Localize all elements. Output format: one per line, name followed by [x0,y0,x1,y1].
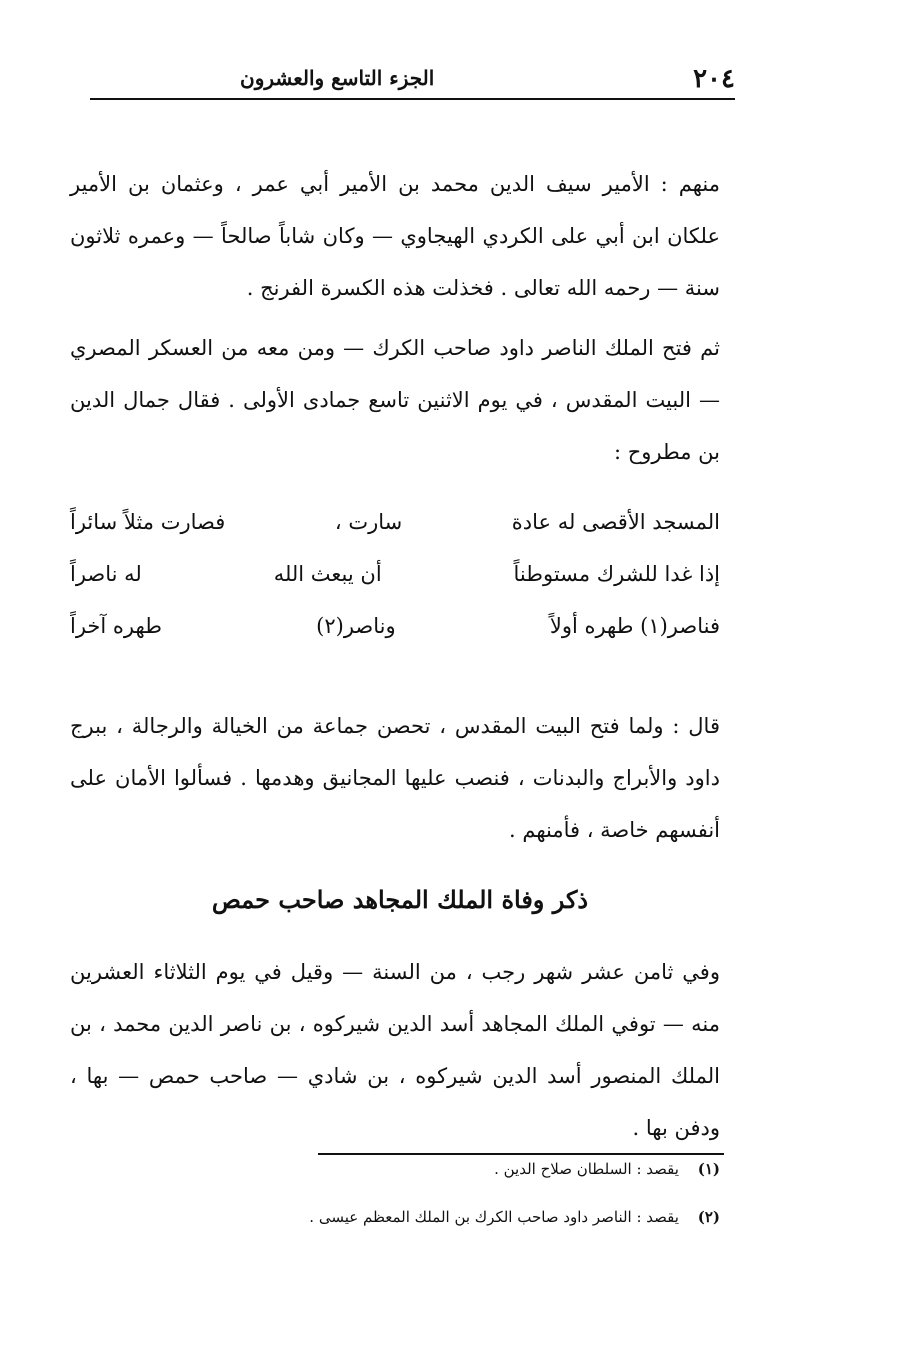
page-number: ٢٠٤ [693,64,735,94]
verse-line [70,548,720,600]
verse-middle-part: أن يبعث الله [273,562,382,586]
footnote-marker: (١) [697,1160,720,1178]
verse-right-part: إذا غدا للشرك مستوطناً [513,562,720,586]
paragraph-3: قال : ولما فتح البيت المقدس ، تحصن جماعة من الخيالة والرجالة ، ببرج داود والأبراج والبدنات ، فنصب عليها المجانيق وهدمها . فسألوا الأمان على أنفسهم خاصة ، فأمنهم . [70,714,720,842]
poem-verses [70,496,720,652]
footnote-marker: (٢) [697,1208,720,1226]
paragraph-4: وفي ثامن عشر شهر رجب ، من السنة — وقيل في يوم الثلاثاء العشرين منه — توفي الملك المجاهد أسد الدين شيركوه ، بن ناصر الدين محمد ، بن الملك المنصور أسد الدين شيركوه ، بن شادي — صاحب حمص — بها ، ودفن بها . [70,960,720,1140]
footnote-text: يقصد : السلطان صلاح الدين . [494,1160,679,1178]
paragraph-2: ثم فتح الملك الناصر داود صاحب الكرك — ومن معه من العسكر المصري — البيت المقدس ، في يوم الاثنين تاسع جمادى الأولى . فقال جمال الدين بن مطروح : [70,336,720,464]
running-title: الجزء التاسع والعشرون [240,66,435,90]
footnote-2 [300,1208,720,1226]
verse-line [70,600,720,652]
verse-left-part: فصارت مثلاً سائراً [70,510,226,534]
verse-left-part: له ناصراً [70,562,142,586]
page-header [90,60,735,100]
footnote-1 [300,1160,720,1178]
footnote-divider [318,1153,724,1155]
verse-middle-part: سارت ، [334,510,403,534]
verse-left-part: طهره آخراً [70,614,162,638]
verse-middle-part: وناصر(٢) [316,614,396,638]
verse-right-part: فناصر(١) طهره أولاً [549,614,720,638]
verse-right-part: المسجد الأقصى له عادة [511,510,720,534]
section-heading: ذكر وفاة الملك المجاهد صاحب حمص [211,885,589,914]
footnote-text: يقصد : الناصر داود صاحب الكرك بن الملك المعظم عيسى . [309,1208,679,1226]
paragraph-1: منهم : الأمير سيف الدين محمد بن الأمير أبي عمر ، وعثمان بن الأمير علكان ابن أبي على الكردي الهيجاوي — وكان شاباً صالحاً — وعمره ثلاثون سنة — رحمه الله تعالى . فخذلت هذه الكسرة الفرنج . [70,172,720,300]
verse-line [70,496,720,548]
